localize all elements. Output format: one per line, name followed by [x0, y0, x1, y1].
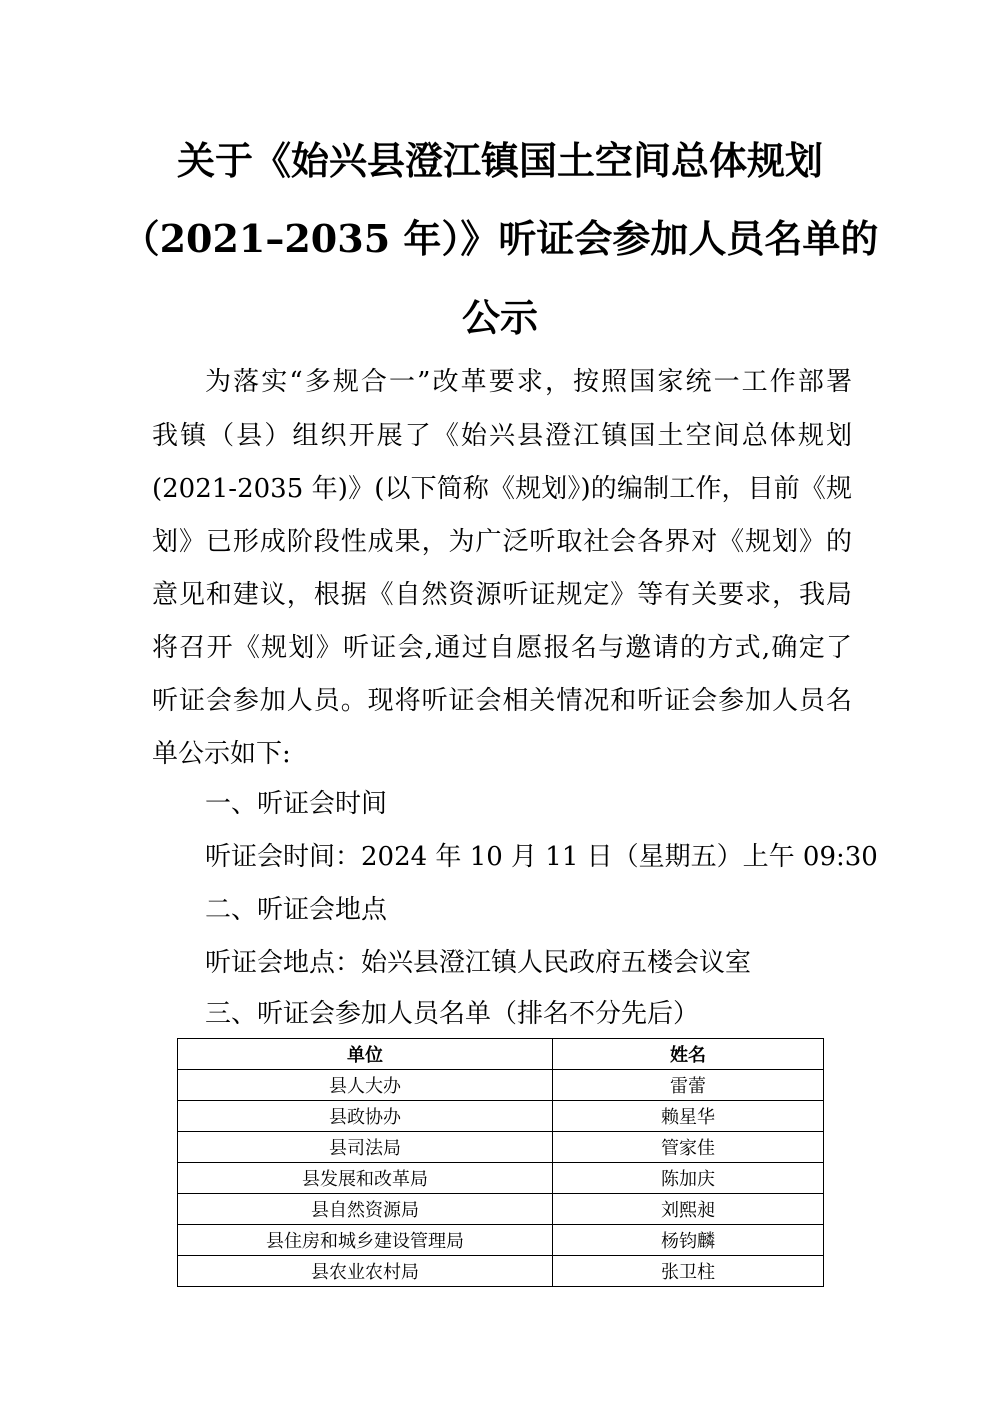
section-2-heading: 二、听证会地点: [205, 895, 388, 925]
intro-line-1: 为落实“多规合一”改革要求，按照国家统一工作部署: [205, 367, 852, 397]
table-row: [178, 1225, 824, 1256]
cell-name: 刘熙昶: [553, 1194, 824, 1225]
cell-unit: 县住房和城乡建设管理局: [178, 1225, 553, 1256]
intro-line-2: 我镇（县）组织开展了《始兴县澄江镇国土空间总体规划: [152, 421, 852, 451]
cell-name: 赖星华: [553, 1101, 824, 1132]
cell-name: 雷蕾: [553, 1070, 824, 1101]
cell-name: 管家佳: [553, 1132, 824, 1163]
table-row: [178, 1256, 824, 1287]
intro-line-7: 听证会参加人员。现将听证会相关情况和听证会参加人员名: [152, 686, 852, 716]
header-name: 姓名: [553, 1039, 824, 1070]
cell-unit: 县政协办: [178, 1101, 553, 1132]
cell-name: 杨钧麟: [553, 1225, 824, 1256]
intro-line-3: (2021-2035 年)》(以下简称《规划》)的编制工作，目前《规: [152, 474, 852, 504]
intro-line-8: 单公示如下:: [152, 739, 291, 769]
intro-line-6: 将召开《规划》听证会,通过自愿报名与邀请的方式,确定了: [152, 633, 852, 663]
cell-unit: 县司法局: [178, 1132, 553, 1163]
section-1-content: 听证会时间：2024 年 10 月 11 日（星期五）上午 09:30: [205, 842, 878, 872]
intro-line-5: 意见和建议，根据《自然资源听证规定》等有关要求，我局: [152, 580, 852, 610]
cell-name: 陈加庆: [553, 1163, 824, 1194]
cell-unit: 县农业农村局: [178, 1256, 553, 1287]
table-row: [178, 1194, 824, 1225]
title-line-1: 关于《始兴县澄江镇国土空间总体规划: [176, 138, 823, 183]
cell-name: 张卫柱: [553, 1256, 824, 1287]
section-1-heading: 一、听证会时间: [205, 789, 388, 819]
table-row: [178, 1132, 824, 1163]
section-2-content: 听证会地点：始兴县澄江镇人民政府五楼会议室: [205, 948, 752, 978]
cell-unit: 县发展和改革局: [178, 1163, 553, 1194]
cell-unit: 县自然资源局: [178, 1194, 553, 1225]
table-header-row: [178, 1039, 824, 1070]
table-row: [178, 1163, 824, 1194]
participants-table: [177, 1038, 824, 1287]
section-3-heading: 三、听证会参加人员名单（排名不分先后）: [205, 999, 700, 1029]
header-unit: 单位: [178, 1039, 553, 1070]
table-row: [178, 1070, 824, 1101]
table-row: [178, 1101, 824, 1132]
cell-unit: 县人大办: [178, 1070, 553, 1101]
title-line-2: （2021–2035 年）》听证会参加人员名单的: [121, 216, 879, 261]
intro-line-4: 划》已形成阶段性成果，为广泛听取社会各界对《规划》的: [152, 527, 852, 557]
title-line-3: 公示: [461, 295, 538, 340]
